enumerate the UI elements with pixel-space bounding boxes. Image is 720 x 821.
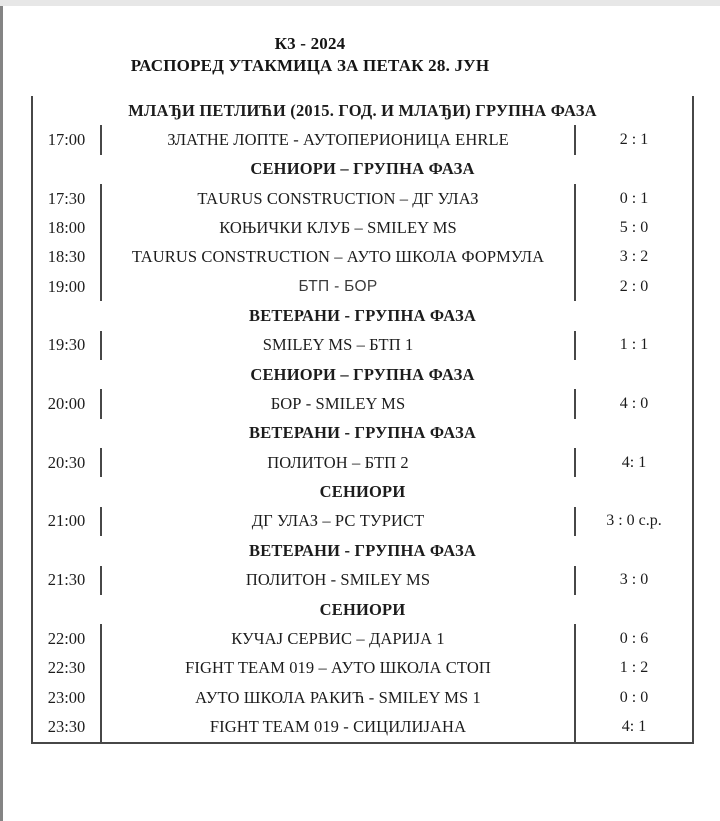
match-row (33, 213, 692, 242)
match-row (33, 712, 692, 741)
match-score: 1 : 2 (574, 654, 692, 683)
match-time: 23:00 (47, 687, 86, 707)
match-teams: КОЊИЧКИ КЛУБ – SMILEY MS (100, 213, 574, 242)
window-top-strip (0, 0, 720, 6)
match-score: 2 : 1 (574, 125, 692, 154)
match-teams: SMILEY MS – БТП 1 (100, 331, 574, 360)
match-time: 23:30 (47, 716, 86, 736)
title-line-season: К3 - 2024 (274, 34, 346, 53)
match-score: 5 : 0 (574, 213, 692, 242)
match-time: 19:30 (47, 335, 86, 355)
section-header-label: ВЕТЕРАНИ - ГРУПНА ФАЗА (249, 423, 476, 443)
match-row (33, 654, 692, 683)
match-time: 18:30 (47, 247, 86, 267)
match-teams: ПОЛИТОН – БТП 2 (100, 448, 574, 477)
match-score: 1 : 1 (574, 331, 692, 360)
match-teams: БТП - БОР (100, 272, 574, 301)
match-time: 19:00 (47, 276, 86, 296)
match-teams: АУТО ШКОЛА РАКИЋ - SMILEY MS 1 (100, 683, 574, 712)
match-row (33, 272, 692, 301)
section-header-label: СЕНИОРИ – ГРУПНА ФАЗА (250, 364, 475, 384)
match-row (33, 624, 692, 653)
section-header (33, 477, 692, 506)
match-score: 2 : 0 (574, 272, 692, 301)
section-header (33, 96, 692, 125)
match-row (33, 184, 692, 213)
match-row (33, 507, 692, 536)
match-score: 0 : 0 (574, 683, 692, 712)
match-teams: FIGHT TEAM 019 - СИЦИЛИЈАНА (100, 712, 574, 741)
match-score: 3 : 0 (574, 566, 692, 595)
section-header-label: ВЕТЕРАНИ - ГРУПНА ФАЗА (249, 540, 476, 560)
match-row (33, 125, 692, 154)
section-header (33, 419, 692, 448)
section-header-label: СЕНИОРИ (319, 482, 406, 502)
match-row (33, 389, 692, 418)
match-time: 17:30 (47, 188, 86, 208)
match-teams: ДГ УЛАЗ – РС ТУРИСТ (100, 507, 574, 536)
match-time: 20:00 (47, 394, 86, 414)
section-header-label: МЛАЂИ ПЕТЛИЋИ (2015. ГОД. И МЛАЂИ) ГРУПНА ФАЗА (128, 100, 597, 120)
match-teams: БОР - SMILEY MS (100, 389, 574, 418)
match-time: 20:30 (47, 452, 86, 472)
match-teams: TAURUS CONSTRUCTION – АУТО ШКОЛА ФОРМУЛА (100, 243, 574, 272)
section-header (33, 155, 692, 184)
match-teams: FIGHT TEAM 019 – АУТО ШКОЛА СТОП (100, 654, 574, 683)
match-time: 18:00 (47, 218, 86, 238)
section-header-label: СЕНИОРИ – ГРУПНА ФАЗА (250, 159, 475, 179)
match-row (33, 683, 692, 712)
section-header-label: СЕНИОРИ (319, 599, 406, 619)
match-score: 3 : 2 (574, 243, 692, 272)
match-time: 22:00 (47, 628, 86, 648)
match-score: 0 : 1 (574, 184, 692, 213)
match-time: 21:00 (47, 511, 86, 531)
match-row (33, 566, 692, 595)
page-left-edge-line (0, 6, 3, 821)
title-line-schedule: РАСПОРЕД УТАКМИЦА ЗА ПЕТАК 28. ЈУН (130, 56, 490, 75)
section-header (33, 595, 692, 624)
match-teams: ЗЛАТНЕ ЛОПТЕ - АУТОПЕРИОНИЦА EHRLE (100, 125, 574, 154)
match-time: 22:30 (47, 658, 86, 678)
match-row (33, 448, 692, 477)
match-teams: КУЧАЈ СЕРВИС – ДАРИЈА 1 (100, 624, 574, 653)
section-header (33, 536, 692, 565)
section-header-label: ВЕТЕРАНИ - ГРУПНА ФАЗА (249, 306, 476, 326)
section-header (33, 301, 692, 330)
match-score: 4 : 0 (574, 389, 692, 418)
document-title-block (0, 33, 620, 77)
match-row (33, 331, 692, 360)
section-header (33, 360, 692, 389)
match-row (33, 243, 692, 272)
match-score: 0 : 6 (574, 624, 692, 653)
match-teams: TAURUS CONSTRUCTION – ДГ УЛАЗ (100, 184, 574, 213)
match-score: 4: 1 (574, 448, 692, 477)
match-score: 3 : 0 с.р. (574, 507, 692, 536)
schedule-table (31, 96, 694, 744)
match-time: 17:00 (47, 130, 86, 150)
match-score: 4: 1 (574, 712, 692, 741)
match-time: 21:30 (47, 570, 86, 590)
match-teams: ПОЛИТОН - SMILEY MS (100, 566, 574, 595)
